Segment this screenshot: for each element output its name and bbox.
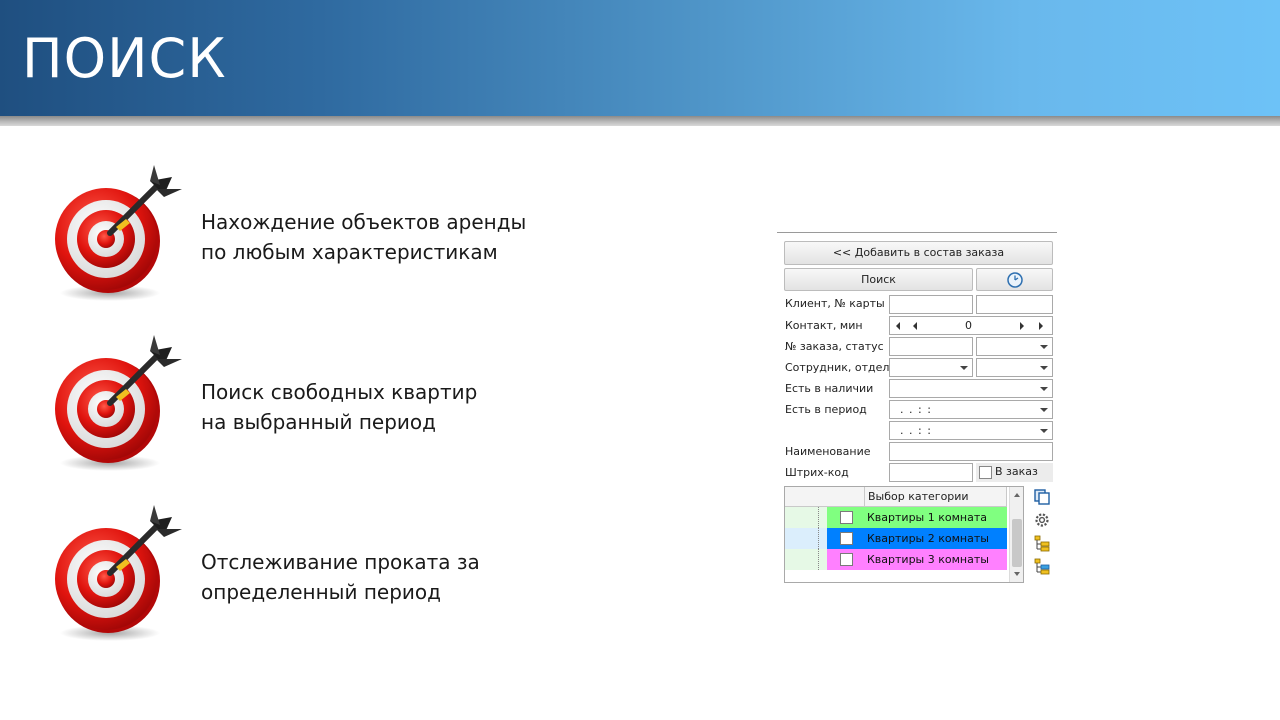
contact-label: Контакт, мин [785, 319, 863, 332]
client-label: Клиент, № карты [785, 297, 885, 310]
next-arrow-icon[interactable] [1020, 322, 1024, 330]
in-order-checkbox[interactable] [979, 466, 992, 479]
in-stock-label: Есть в наличии [785, 382, 874, 395]
employee-label: Сотрудник, отдел [785, 361, 890, 374]
last-arrow-icon[interactable] [1039, 322, 1043, 330]
grid-header [785, 487, 1007, 507]
chevron-down-icon [960, 366, 968, 370]
title-banner [0, 0, 1280, 116]
date-from-value: . . : : [900, 403, 932, 416]
name-input[interactable] [889, 442, 1053, 461]
bullet-line: на выбранный период [201, 410, 436, 434]
category-grid [784, 486, 1024, 583]
tree-collapse-icon[interactable] [1033, 557, 1051, 575]
row-label: Квартиры 2 комнаты [867, 532, 989, 545]
order-status-select[interactable] [976, 337, 1053, 356]
department-select[interactable] [976, 358, 1053, 377]
bullet-line: по любым характеристикам [201, 240, 498, 264]
card-number-input[interactable] [976, 295, 1053, 314]
bullet-2 [50, 335, 730, 475]
scroll-thumb[interactable] [1012, 519, 1022, 567]
in-order-label: В заказ [995, 465, 1038, 478]
tree-line [818, 528, 826, 549]
chevron-down-icon [1040, 345, 1048, 349]
target-icon [50, 165, 190, 305]
row-checkbox[interactable] [840, 553, 853, 566]
tree-line [818, 549, 826, 570]
bullet-line: Поиск свободных квартир [201, 380, 478, 404]
employee-select[interactable] [889, 358, 973, 377]
in-stock-select[interactable] [889, 379, 1053, 398]
bullet-3 [50, 505, 730, 645]
chevron-down-icon [1040, 408, 1048, 412]
barcode-input[interactable] [889, 463, 973, 482]
period-to-select[interactable] [889, 421, 1053, 440]
row-cell [827, 507, 1007, 528]
order-label: № заказа, статус [785, 340, 884, 353]
row-label: Квартиры 1 комната [867, 511, 987, 524]
table-row[interactable] [785, 528, 1007, 549]
add-to-order-button[interactable]: << Добавить в состав заказа [784, 241, 1053, 265]
name-label: Наименование [785, 445, 871, 458]
contact-stepper[interactable] [889, 316, 1053, 335]
bullet-text [201, 207, 526, 267]
tree-line [818, 507, 826, 528]
first-arrow-icon[interactable] [896, 322, 900, 330]
search-button[interactable]: Поиск [784, 268, 973, 291]
tree-expand-icon[interactable] [1033, 534, 1051, 552]
chevron-down-icon [1040, 387, 1048, 391]
grid-header-label[interactable]: Выбор категории [865, 487, 1007, 507]
title-divider [0, 116, 1280, 126]
bullet-line: определенный период [201, 580, 441, 604]
date-to-value: . . : : [900, 424, 932, 437]
bullet-text [201, 547, 480, 607]
row-checkbox[interactable] [840, 511, 853, 524]
row-checkbox[interactable] [840, 532, 853, 545]
contact-value: 0 [965, 319, 972, 332]
clock-button[interactable] [976, 268, 1053, 291]
order-number-input[interactable] [889, 337, 973, 356]
panel-divider [777, 232, 1057, 233]
chevron-down-icon [1040, 366, 1048, 370]
bullet-1 [50, 165, 730, 305]
clock-icon [1006, 271, 1024, 289]
grid-header-blank [785, 487, 865, 507]
chevron-down-icon [1040, 429, 1048, 433]
row-cell [827, 528, 1007, 549]
target-icon [50, 335, 190, 475]
row-label: Квартиры 3 комнаты [867, 553, 989, 566]
in-period-label: Есть в период [785, 403, 867, 416]
period-from-select[interactable] [889, 400, 1053, 419]
in-order-checkbox-area[interactable] [976, 463, 1053, 482]
client-input[interactable] [889, 295, 973, 314]
gear-icon[interactable] [1033, 511, 1051, 529]
slide-title: ПОИСК [22, 27, 227, 90]
prev-arrow-icon[interactable] [913, 322, 917, 330]
bullet-line: Нахождение объектов аренды [201, 210, 527, 234]
bullet-text [201, 377, 477, 437]
bullet-line: Отслеживание проката за [201, 550, 480, 574]
table-row[interactable] [785, 507, 1007, 528]
scroll-down-icon[interactable] [1014, 572, 1020, 576]
barcode-label: Штрих-код [785, 466, 849, 479]
scroll-up-icon[interactable] [1014, 493, 1020, 497]
table-row[interactable] [785, 549, 1007, 570]
grid-scrollbar[interactable] [1009, 487, 1024, 582]
copy-icon[interactable] [1033, 488, 1051, 506]
search-panel [777, 232, 1057, 587]
target-icon [50, 505, 190, 645]
row-cell [827, 549, 1007, 570]
